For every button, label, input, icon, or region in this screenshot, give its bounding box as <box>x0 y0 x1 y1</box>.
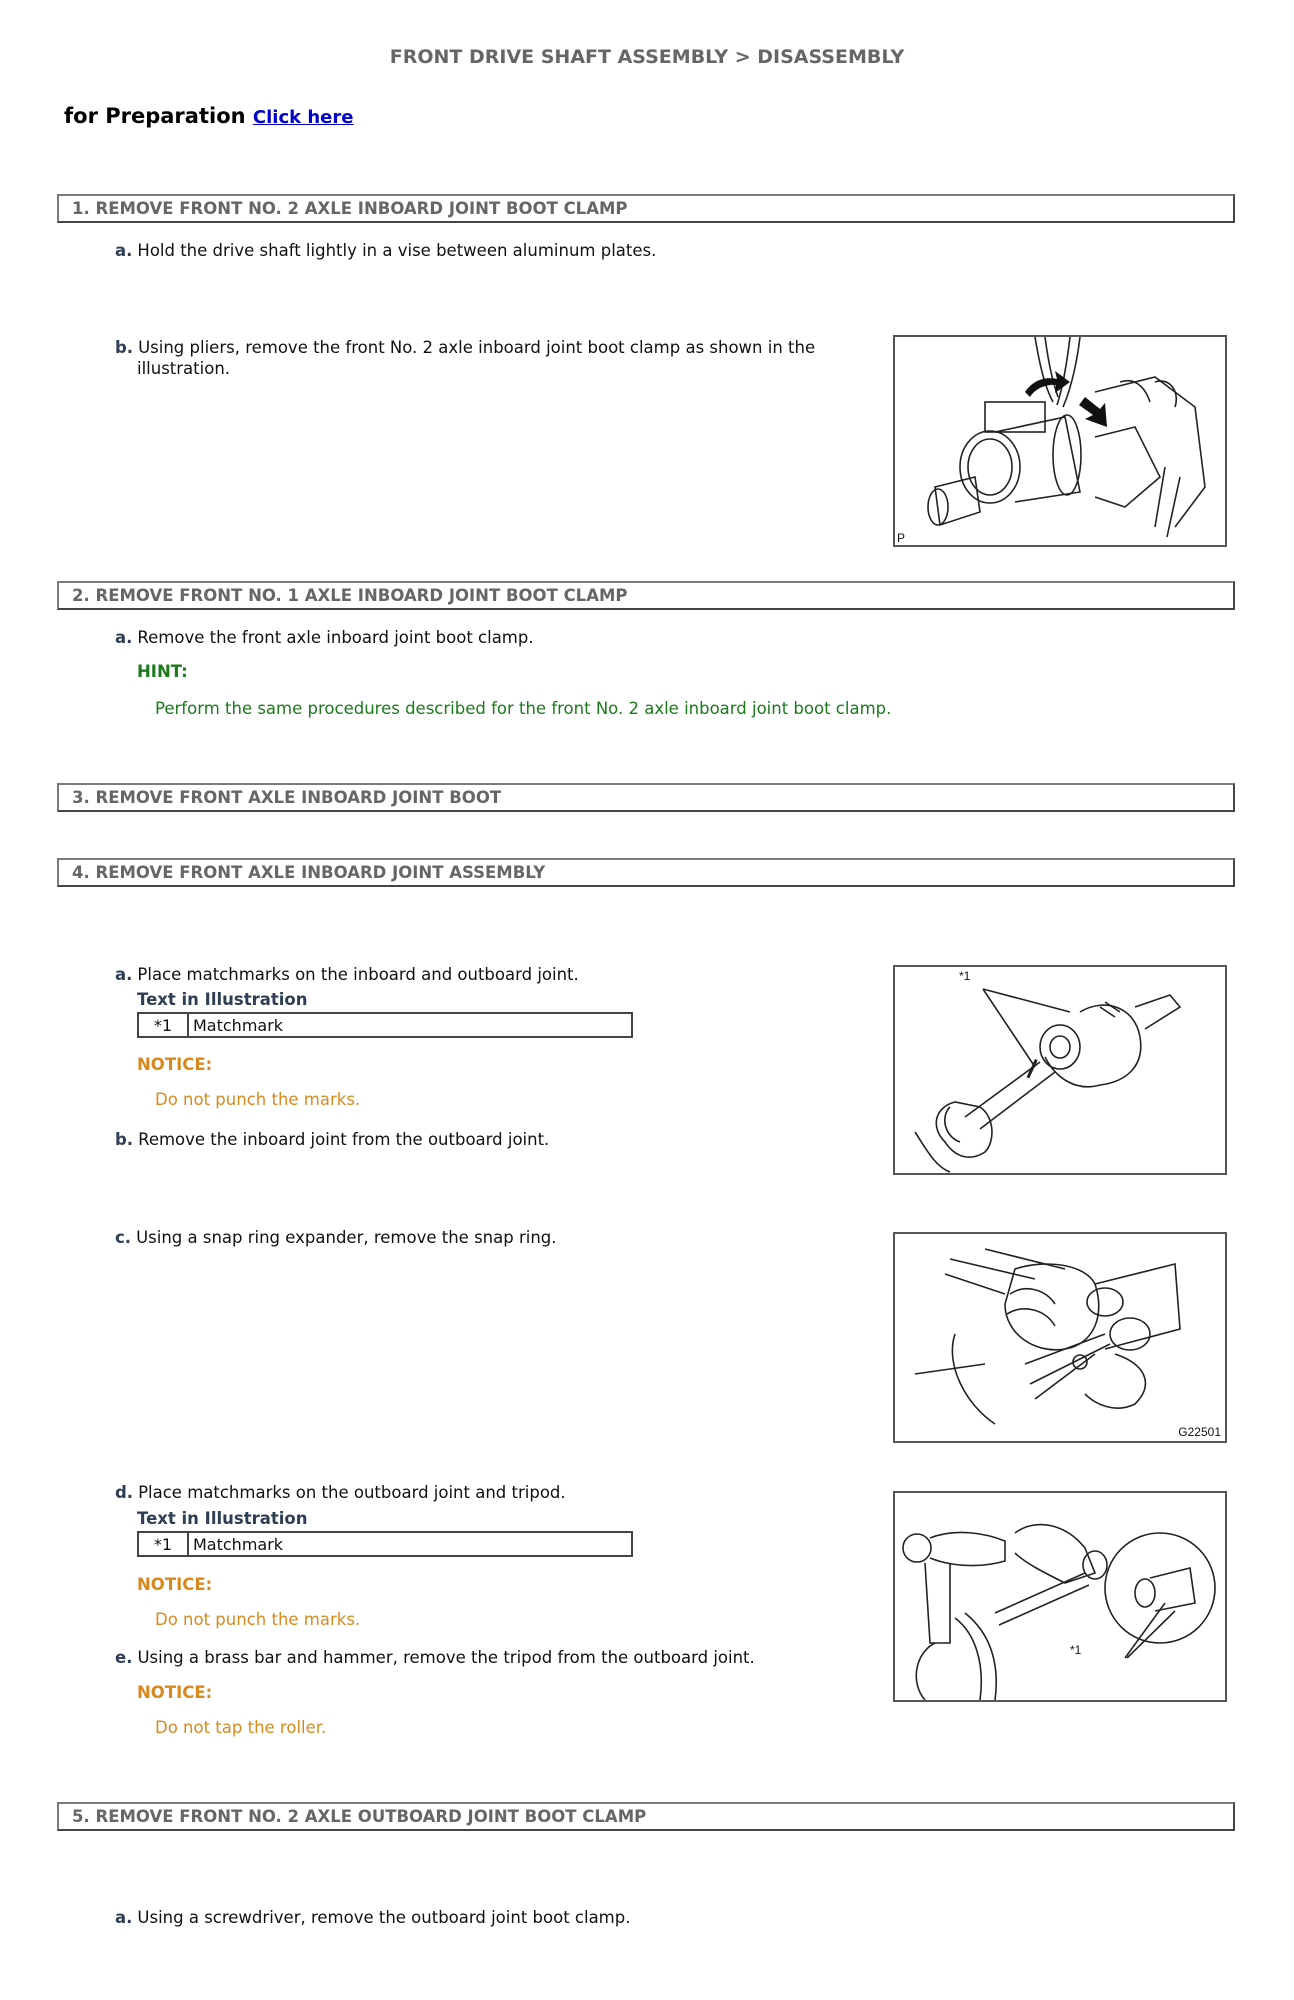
illustration-text-title: Text in Illustration <box>137 1509 308 1528</box>
step-4e <box>115 1647 755 1668</box>
illustration-legend-table <box>137 1012 633 1038</box>
section-heading-3 <box>57 783 1235 812</box>
section-heading-2 <box>57 581 1235 610</box>
notice-title: NOTICE: <box>137 1055 213 1074</box>
arrow-right-icon <box>1079 397 1107 427</box>
notice-title: NOTICE: <box>137 1575 213 1594</box>
step-4c <box>115 1227 557 1248</box>
section-heading-text: 2. REMOVE FRONT NO. 1 AXLE INBOARD JOINT BOOT CLAMP <box>72 586 628 605</box>
step-text: Remove the front axle inboard joint boot clamp. <box>137 628 534 647</box>
step-text: Remove the inboard joint from the outboard joint. <box>138 1130 550 1149</box>
preparation-label: for Preparation <box>64 104 246 128</box>
step-text: Place matchmarks on the inboard and outboard joint. <box>137 965 579 984</box>
step-label: c. <box>115 1228 132 1247</box>
step-label: a. <box>115 1908 133 1927</box>
illustration-hammer-tripod <box>893 1491 1227 1702</box>
step-label: b. <box>115 1130 134 1149</box>
step-text: Place matchmarks on the outboard joint and tripod. <box>138 1483 566 1502</box>
step-4d <box>115 1482 566 1503</box>
arrow-left-icon <box>1025 371 1070 397</box>
step-text: Using a brass bar and hammer, remove the tripod from the outboard joint. <box>137 1648 755 1667</box>
illustration-pliers-boot-clamp <box>893 335 1227 547</box>
page-title: FRONT DRIVE SHAFT ASSEMBLY > DISASSEMBLY <box>389 46 905 68</box>
figure-caption: G22501 <box>1178 1425 1221 1439</box>
section-heading-1 <box>57 194 1235 223</box>
legend-key: *1 <box>138 1532 188 1556</box>
section-heading-5 <box>57 1802 1235 1831</box>
step-4b <box>115 1129 549 1150</box>
step-text: Hold the drive shaft lightly in a vise between aluminum plates. <box>137 241 657 260</box>
step-label: e. <box>115 1648 133 1667</box>
illustration-legend-table <box>137 1531 633 1557</box>
pliers-clamp-drawing <box>895 337 1225 545</box>
step-text: Using a snap ring expander, remove the snap ring. <box>136 1228 557 1247</box>
hint-text: Perform the same procedures described for the front No. 2 axle inboard joint boot clamp. <box>155 699 892 718</box>
figure-caption: *1 <box>959 969 971 983</box>
step-text: Using pliers, remove the front No. 2 axle inboard joint boot clamp as shown in the illustration. <box>137 338 816 378</box>
joint-matchmark-drawing <box>895 967 1225 1173</box>
illustration-text-title: Text in Illustration <box>137 990 308 1009</box>
hammer-tripod-drawing <box>895 1493 1225 1700</box>
notice-text: Do not punch the marks. <box>155 1090 361 1109</box>
figure-caption: P <box>897 531 906 545</box>
snap-ring-drawing <box>895 1234 1225 1441</box>
step-label: a. <box>115 965 133 984</box>
legend-row <box>138 1013 632 1037</box>
notice-title: NOTICE: <box>137 1683 213 1702</box>
step-text: Using a screwdriver, remove the outboard joint boot clamp. <box>137 1908 631 1927</box>
notice-text: Do not punch the marks. <box>155 1610 361 1629</box>
step-1b <box>115 337 857 379</box>
notice-text: Do not tap the roller. <box>155 1718 327 1737</box>
illustration-snap-ring <box>893 1232 1227 1443</box>
section-heading-text: 4. REMOVE FRONT AXLE INBOARD JOINT ASSEMBLY <box>72 863 546 882</box>
step-5a <box>115 1907 630 1928</box>
preparation-line <box>64 104 353 128</box>
step-2a <box>115 627 534 648</box>
legend-key: *1 <box>138 1013 188 1037</box>
step-4a <box>115 964 579 985</box>
legend-row <box>138 1532 632 1556</box>
step-label: d. <box>115 1483 134 1502</box>
step-1a <box>115 240 656 261</box>
step-label: b. <box>115 338 134 357</box>
preparation-link[interactable]: Click here <box>252 107 354 128</box>
legend-value: Matchmark <box>188 1013 632 1037</box>
section-heading-text: 1. REMOVE FRONT NO. 2 AXLE INBOARD JOINT BOOT CLAMP <box>72 199 628 218</box>
illustration-matchmarks-joint <box>893 965 1227 1175</box>
section-heading-text: 3. REMOVE FRONT AXLE INBOARD JOINT BOOT <box>72 788 502 807</box>
hint-title: HINT: <box>137 662 188 681</box>
section-heading-text: 5. REMOVE FRONT NO. 2 AXLE OUTBOARD JOINT BOOT CLAMP <box>72 1807 647 1826</box>
section-heading-4 <box>57 858 1235 887</box>
legend-value: Matchmark <box>188 1532 632 1556</box>
step-label: a. <box>115 628 133 647</box>
figure-caption: *1 <box>1070 1643 1082 1657</box>
step-label: a. <box>115 241 133 260</box>
